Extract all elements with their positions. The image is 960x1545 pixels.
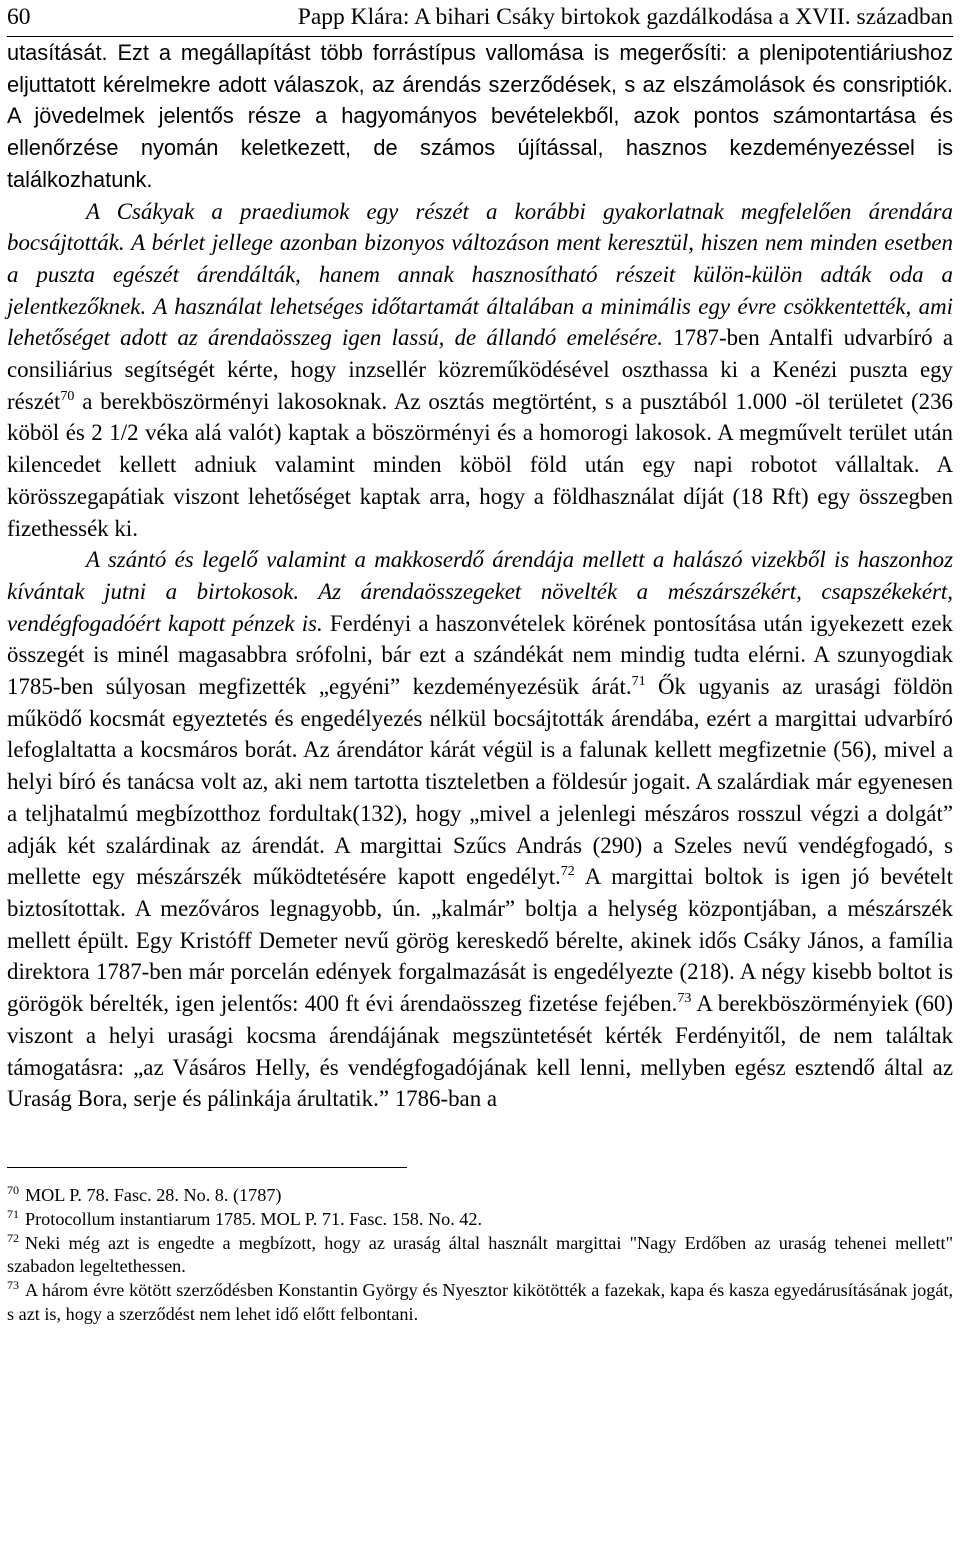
main-text: [7, 37, 953, 1115]
footnote-72: [7, 1232, 953, 1280]
footnote-71: [7, 1208, 953, 1232]
text-run: A berekböszörményiek (60) viszont a helyi urasági kocsma árendájának megszüntetését kérték Ferdényitől, de nem találtak támogatásra: „az Vásáros Helly, és vendégfogadójának kell lenni, mellyben egész esztendő által az Uraság Bora, serje és pálinkája árultatik.” 1786-ban a: [7, 991, 953, 1112]
paragraph-1: utasítását. Ezt a megállapítást több forrástípus vallomása is megerősíti: a plenipotentiáriushoz eljuttatott kérelmekre adott válaszok, az árendás szerződések, s az elszámolások és consriptiók. A jövedelmek jelentős része a hagyományos bevételekből, azok pontos számontartása és ellenőrzése nyomán keletkezett, de számos újítással, hasznos kezdeményezéssel is találkozhatunk.: [7, 40, 953, 192]
footnote-number: 70: [7, 1182, 19, 1197]
running-header: [7, 0, 953, 33]
footnote-70: [7, 1184, 953, 1208]
footnote-text: A három évre kötött szerződésben Konstantin György és Nyesztor kikötötték a fazekak, kapa és kasza egyedárusításának jogát, s azt is, hogy a szerződést nem lehet idő előtt felbontani.: [7, 1280, 953, 1324]
text-run: 1787-ben Antalfi udvarbíró a consiliárius segítségét kérte, hogy inzsellér közreműködésével oszthassa ki a Kenézi puszta egy részét: [7, 325, 953, 414]
footnote-text: MOL P. 78. Fasc. 28. No. 8. (1787): [25, 1184, 282, 1205]
footnotes: [7, 1184, 953, 1327]
footnote-number: 71: [7, 1206, 19, 1221]
paragraph-2: [7, 196, 953, 545]
footnote-text: Neki még azt is engedte a megbízott, hogy az uraság által használt margittai "Nagy Erdőben az uraság tehenei mellett" szabadon legeltethessen.: [7, 1232, 953, 1277]
footnote-ref-70[interactable]: 70: [60, 388, 75, 404]
footnote-73: [7, 1279, 953, 1327]
italic-passage-1: A Csákyak a praediumok egy részét a korábbi gyakorlatnak megfelelően árendára bocsájtották. A bérlet jellege azonban bizonyos változáson ment keresztül, hiszen nem minden esetben a puszta egészét árendálták, hanem annak hasznosítható részeit külön-külön adták oda a jelentkezőknek. A használat lehetséges időtartamát általában a minimális egy évre csökkentették, ami lehetőséget adott az árendaösszeg igen lassú, de állandó emelésére.: [7, 198, 953, 351]
text-run: a berekböszörményi lakosoknak. Az osztás megtörtént, s a pusztából 1.000 -öl területet (236 köböl és 2 1/2 véka alá valót) kaptak a böszörményi és a homorogi lakosok. A megművelt terület után kilencedet kellett adniuk valamint minden köböl föld után egy napi robotot vállaltak. A körösszegapátiak viszont lehetőséget kaptak arra, hogy a földhasználat díját (18 Rft) egy összegben fizethessék ki.: [7, 388, 953, 541]
running-title: Papp Klára: A bihari Csáky birtokok gazdálkodása a XVII. században: [297, 4, 953, 30]
footnote-number: 72: [7, 1230, 19, 1245]
italic-passage-2: A szántó és legelő valamint a makkoserdő árendája mellett a halászó vizekből is haszonhoz kívántak jutni a birtokosok. Az árendaösszegeket növelték a mészárszékért, csapszékekért, vendégfogadóért kapott pénzek is.: [7, 547, 953, 636]
footnote-ref-72[interactable]: 72: [560, 864, 575, 880]
footnote-ref-71[interactable]: 71: [631, 674, 646, 690]
page-number: 60: [7, 4, 31, 30]
footnote-separator: [7, 1167, 407, 1168]
text-run: Ferdényi a haszonvételek körének pontosítása után igyekezett ezek összegét is minél magasabbra srófolni, bár ezt a szándékát nem mindig tudta elérni. A szunyogdiak 1785-ben súlyosan megfizették „egyéni” kezdeményezésük árát.: [7, 610, 954, 700]
text-run: Ők ugyanis az urasági földön működő kocsmát egyeztetés és engedélyezés nélkül bocsájtották árendába, ezért a margittai udvarbíró lefoglaltatta a kocsmáros borát. Az árendátor kárát végül is a falunak kellett megfizetnie (56), mivel a helyi bíró és tanácsa volt az, aki nem tartotta tiszteletben a földesúr jogait. A szalárdiak már egyenesen a teljhatalmú megbízotthoz fordultak(132), hogy „mivel a jelenlegi mészáros rosszul végzi a dolgát” adják két szalárdinak az árendát. A margittai Szűcs András (290) a Szeles nevű vendégfogadó, s mellette egy mészárszék működtetésére kapott engedélyt.: [7, 674, 954, 890]
footnote-number: 73: [7, 1278, 19, 1293]
document-page: [7, 0, 953, 1327]
footnote-text: Protocollum instantiarum 1785. MOL P. 71. Fasc. 158. No. 42.: [25, 1208, 483, 1229]
paragraph-3: [7, 544, 953, 1115]
text-run: A margittai boltok is igen jó bevételt biztosítottak. A mezőváros legnagyobb, ún. „kalmár” boltja a helység központjában, a mészárszék mellett épült. Egy Kristóff Demeter nevű görög kereskedő bérelte, akinek idős Csáky János, a família direktora 1787-ben már porcelán edények forgalmazását is engedélyezte (218). A négy kisebb boltot is görögök bérelték, igen jelentős: 400 ft évi árendaösszeg fizetése fejében.: [7, 864, 953, 1017]
footnote-ref-73[interactable]: 73: [677, 991, 692, 1007]
